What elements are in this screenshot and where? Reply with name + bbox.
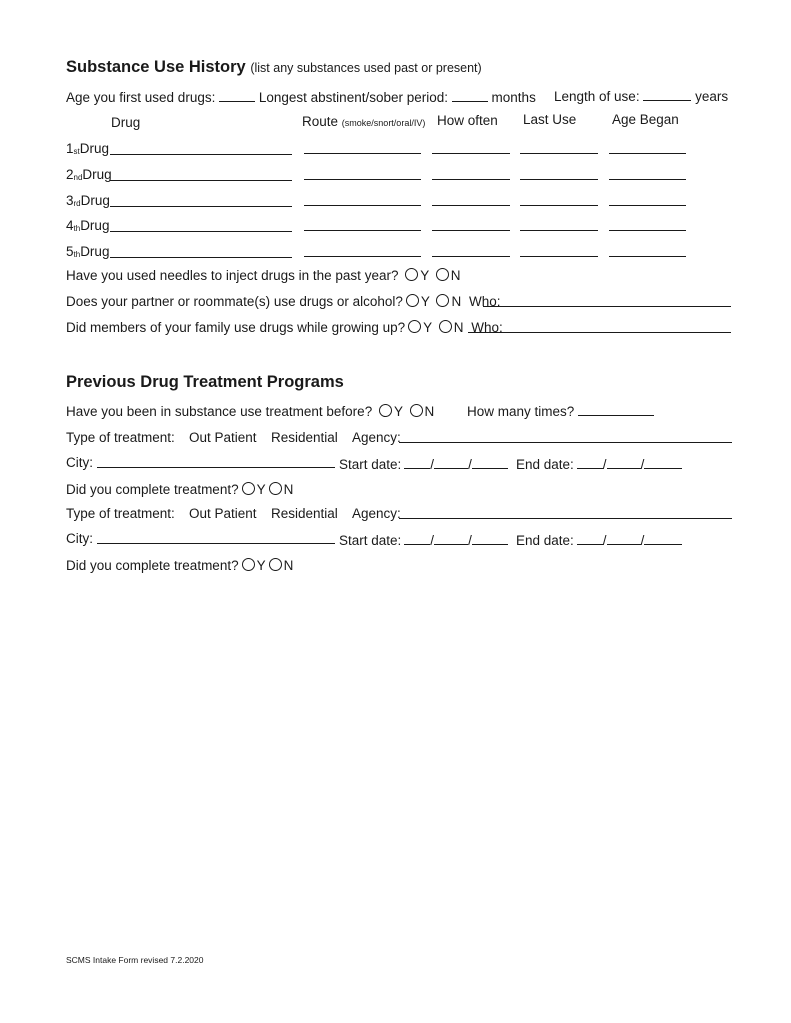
needles-no-label: N xyxy=(450,268,461,283)
how-often-field[interactable] xyxy=(432,256,510,257)
start-date-year-field[interactable] xyxy=(472,532,508,545)
longest-abstinent-field[interactable] xyxy=(452,89,488,102)
how-often-field[interactable] xyxy=(432,179,510,180)
months-label: months xyxy=(491,90,536,105)
age-first-used-field[interactable] xyxy=(219,89,255,102)
how-many-times-row xyxy=(467,403,654,419)
how-often-field[interactable] xyxy=(432,230,510,231)
start-date-year-field[interactable] xyxy=(472,456,508,469)
completed-treatment-question: Did you complete treatment? xyxy=(66,558,239,573)
type-of-treatment-label: Type of treatment: xyxy=(66,430,175,445)
end-date-row xyxy=(516,532,682,548)
length-of-use-field[interactable] xyxy=(643,88,691,101)
last-use-field[interactable] xyxy=(520,153,598,154)
family-no-radio[interactable] xyxy=(439,320,452,333)
outpatient-option[interactable]: Out Patient xyxy=(189,506,257,521)
drug-row-label: $2_{nd}Drug$ xyxy=(66,167,112,182)
completed-no-radio[interactable] xyxy=(269,558,282,571)
start-date-label: Start date: xyxy=(339,457,402,472)
agency-label: Agency: xyxy=(352,430,401,445)
date-slash: / xyxy=(430,457,435,472)
partner-no-label: N xyxy=(451,294,462,309)
drug-row-label: $4_{th}Drug$ xyxy=(66,218,110,233)
col-header-age-began: Age Began xyxy=(612,112,679,127)
city-field[interactable] xyxy=(97,467,335,468)
last-use-field[interactable] xyxy=(520,230,598,231)
completed-yes-label: Y xyxy=(256,558,266,573)
col-header-drug: Drug xyxy=(111,115,141,130)
partner-question: Does your partner or roommate(s) use drugs or alcohol? xyxy=(66,294,403,309)
agency-label: Agency: xyxy=(352,506,401,521)
start-date-day-field[interactable] xyxy=(434,456,468,469)
date-slash: / xyxy=(468,533,472,548)
residential-option[interactable]: Residential xyxy=(271,430,338,445)
type-of-treatment-label: Type of treatment: xyxy=(66,506,175,521)
start-date-label: Start date: xyxy=(339,533,402,548)
completed-treatment-row xyxy=(66,482,293,497)
city-label: City: xyxy=(66,531,93,546)
completed-yes-radio[interactable] xyxy=(242,558,255,571)
start-date-month-field[interactable] xyxy=(404,532,430,545)
how-often-field[interactable] xyxy=(432,205,510,206)
drug-name-field[interactable] xyxy=(110,154,292,155)
end-date-day-field[interactable] xyxy=(607,456,641,469)
age-first-used-row xyxy=(66,89,536,105)
how-often-field[interactable] xyxy=(432,153,510,154)
years-label: years xyxy=(695,89,729,104)
end-date-label: End date: xyxy=(516,533,574,548)
family-who-field[interactable] xyxy=(468,332,731,333)
start-date-month-field[interactable] xyxy=(404,456,430,469)
age-began-field[interactable] xyxy=(609,205,686,206)
section-title-previous-treatment: Previous Drug Treatment Programs xyxy=(66,373,344,391)
route-field[interactable] xyxy=(304,205,421,206)
date-slash: / xyxy=(430,533,435,548)
age-began-field[interactable] xyxy=(609,153,686,154)
end-date-row xyxy=(516,456,682,472)
col-header-route-note: (smoke/snort/oral/IV) xyxy=(341,118,426,128)
partner-question-row xyxy=(66,294,500,309)
date-slash: / xyxy=(468,457,472,472)
end-date-day-field[interactable] xyxy=(607,532,641,545)
needles-yes-label: Y xyxy=(420,268,429,283)
residential-option[interactable]: Residential xyxy=(271,506,338,521)
treatment-before-no-radio[interactable] xyxy=(410,404,423,417)
completed-treatment-question: Did you complete treatment? xyxy=(66,482,239,497)
partner-who-label: Who: xyxy=(468,294,501,309)
family-who-label: Who: xyxy=(471,320,503,335)
date-slash: / xyxy=(640,457,645,472)
completed-no-radio[interactable] xyxy=(269,482,282,495)
route-field[interactable] xyxy=(304,153,421,154)
partner-yes-label: Y xyxy=(420,294,430,309)
treatment-before-yes-label: Y xyxy=(393,404,403,419)
last-use-field[interactable] xyxy=(520,179,598,180)
route-field[interactable] xyxy=(304,256,421,257)
route-field[interactable] xyxy=(304,230,421,231)
treatment-before-question: Have you been in substance use treatment before? xyxy=(66,404,373,419)
city-label: City: xyxy=(66,455,93,470)
date-slash: / xyxy=(602,457,607,472)
completed-yes-radio[interactable] xyxy=(242,482,255,495)
completed-treatment-row xyxy=(66,558,293,573)
how-many-times-label: How many times? xyxy=(467,404,575,419)
start-date-day-field[interactable] xyxy=(434,532,468,545)
end-date-year-field[interactable] xyxy=(644,532,682,545)
length-of-use-row xyxy=(554,88,728,104)
drug-name-field[interactable] xyxy=(110,180,292,181)
age-began-field[interactable] xyxy=(609,256,686,257)
end-date-year-field[interactable] xyxy=(644,456,682,469)
last-use-field[interactable] xyxy=(520,205,598,206)
drug-name-field[interactable] xyxy=(110,257,292,258)
completed-no-label: N xyxy=(283,558,294,573)
col-header-how-often: How often xyxy=(437,113,498,128)
family-yes-label: Y xyxy=(423,320,432,335)
col-header-last-use: Last Use xyxy=(523,112,577,127)
agency-field[interactable] xyxy=(399,518,732,519)
family-yes-radio[interactable] xyxy=(408,320,421,333)
length-of-use-label: Length of use: xyxy=(554,89,640,104)
drug-row-label: $1_{st}Drug$ xyxy=(66,141,110,156)
completed-no-label: N xyxy=(283,482,294,497)
agency-field[interactable] xyxy=(399,442,732,443)
city-field[interactable] xyxy=(97,543,335,544)
family-no-label: N xyxy=(453,320,464,335)
treatment-before-no-label: N xyxy=(424,404,435,419)
partner-yes-radio[interactable] xyxy=(406,294,419,307)
needles-no-radio[interactable] xyxy=(436,268,449,281)
drug-row-label: $5_{th}Drug$ xyxy=(66,244,110,259)
how-many-times-field[interactable] xyxy=(578,403,654,416)
age-began-field[interactable] xyxy=(609,230,686,231)
needles-question-row xyxy=(66,268,461,283)
last-use-field[interactable] xyxy=(520,256,598,257)
end-date-label: End date: xyxy=(516,457,574,472)
completed-yes-label: Y xyxy=(256,482,266,497)
longest-abstinent-label: Longest abstinent/sober period: xyxy=(258,90,449,105)
start-date-row xyxy=(339,456,508,472)
drug-row-label: $3_{rd}Drug$ xyxy=(66,193,110,208)
form-footer: SCMS Intake Form revised 7.2.2020 xyxy=(66,955,204,965)
date-slash: / xyxy=(602,533,607,548)
treatment-before-row xyxy=(66,404,434,419)
outpatient-option[interactable]: Out Patient xyxy=(189,430,257,445)
section-title-substance-use: Substance Use History (list any substances used past or present) xyxy=(66,58,482,76)
age-began-field[interactable] xyxy=(609,179,686,180)
end-date-month-field[interactable] xyxy=(577,532,603,545)
drug-name-field[interactable] xyxy=(110,206,292,207)
partner-who-field[interactable] xyxy=(483,306,731,307)
start-date-row xyxy=(339,532,508,548)
family-question: Did members of your family use drugs while growing up? xyxy=(66,320,406,335)
drug-name-field[interactable] xyxy=(110,231,292,232)
needles-question: Have you used needles to inject drugs in the past year? xyxy=(66,268,399,283)
needles-yes-radio[interactable] xyxy=(405,268,418,281)
end-date-month-field[interactable] xyxy=(577,456,603,469)
partner-no-radio[interactable] xyxy=(436,294,449,307)
family-question-row xyxy=(66,320,503,335)
col-header-route: Route (smoke/snort/oral/IV) xyxy=(302,114,426,129)
date-slash: / xyxy=(640,533,645,548)
route-field[interactable] xyxy=(304,179,421,180)
age-first-used-label: Age you first used drugs: xyxy=(66,90,216,105)
treatment-before-yes-radio[interactable] xyxy=(379,404,392,417)
section-subtitle: (list any substances used past or present) xyxy=(250,61,482,75)
